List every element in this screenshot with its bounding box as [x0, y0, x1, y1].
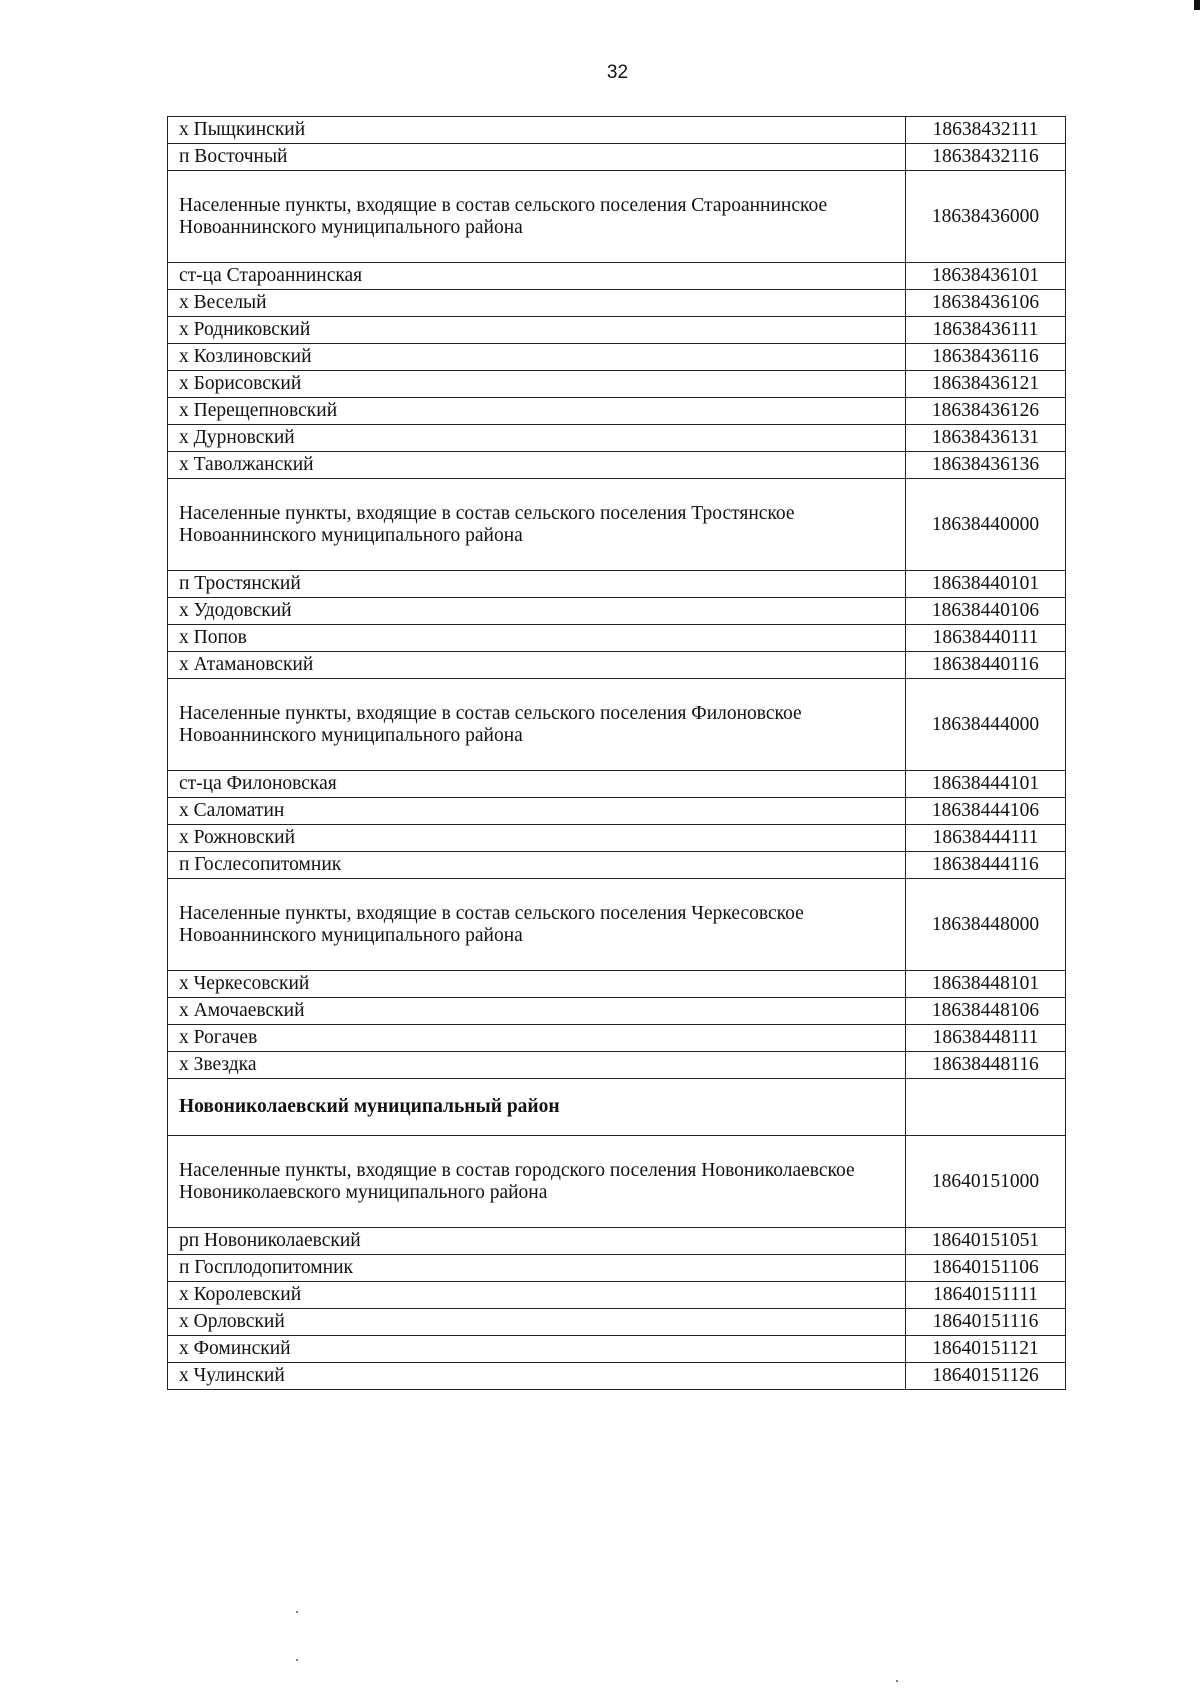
settlement-name-cell: х Рогачев: [168, 1025, 906, 1052]
settlements-table: [167, 116, 1066, 1390]
table-row: [168, 398, 1066, 425]
okato-code-cell: 18638444101: [906, 771, 1066, 798]
table-row: [168, 290, 1066, 317]
settlement-name-cell: х Саломатин: [168, 798, 906, 825]
settlement-name-cell: х Черкесовский: [168, 971, 906, 998]
settlement-name-cell: х Козлиновский: [168, 344, 906, 371]
okato-code-cell: 18638440101: [906, 571, 1066, 598]
group-title-cell: Населенные пункты, входящие в состав сельского поселения Филоновское Новоаннинского муниципального района: [168, 679, 906, 771]
settlement-name-cell: п Госплодопитомник: [168, 1255, 906, 1282]
table-row: [168, 598, 1066, 625]
table-body: [168, 117, 1066, 1390]
okato-code-cell: 18638444116: [906, 852, 1066, 879]
okato-code-cell: 18638448101: [906, 971, 1066, 998]
table-row: [168, 771, 1066, 798]
table-row: [168, 1363, 1066, 1390]
table-row: [168, 263, 1066, 290]
table-row: [168, 425, 1066, 452]
settlement-name-cell: рп Новониколаевский: [168, 1228, 906, 1255]
group-header-row: [168, 1136, 1066, 1228]
settlement-name-cell: х Попов: [168, 625, 906, 652]
group-header-row: [168, 679, 1066, 771]
okato-code-cell: 18640151121: [906, 1336, 1066, 1363]
table-row: [168, 1309, 1066, 1336]
table-row: [168, 652, 1066, 679]
page-number: 32: [606, 62, 629, 83]
okato-code-cell: 18638436131: [906, 425, 1066, 452]
settlement-name-cell: х Таволжанский: [168, 452, 906, 479]
okato-code-cell: 18638436136: [906, 452, 1066, 479]
okato-code-cell: 18640151106: [906, 1255, 1066, 1282]
settlement-name-cell: п Тростянский: [168, 571, 906, 598]
okato-code-cell: 18638440116: [906, 652, 1066, 679]
settlement-name-cell: х Пыщкинский: [168, 117, 906, 144]
settlement-name-cell: х Удодовский: [168, 598, 906, 625]
settlement-name-cell: х Веселый: [168, 290, 906, 317]
table-row: [168, 971, 1066, 998]
district-title-cell: Новониколаевский муниципальный район: [168, 1079, 906, 1136]
settlement-name-cell: х Родниковский: [168, 317, 906, 344]
okato-code-cell: 18640151126: [906, 1363, 1066, 1390]
okato-code-cell: 18638440111: [906, 625, 1066, 652]
table-row: [168, 117, 1066, 144]
okato-code-cell: 18638448111: [906, 1025, 1066, 1052]
scan-speck: [296, 1611, 298, 1613]
table-row: [168, 625, 1066, 652]
group-title-cell: Населенные пункты, входящие в состав сельского поселения Черкесовское Новоаннинского муниципального района: [168, 879, 906, 971]
group-title-cell: Населенные пункты, входящие в состав сельского поселения Староаннинское Новоаннинского муниципального района: [168, 171, 906, 263]
table-row: [168, 1052, 1066, 1079]
table-row: [168, 1255, 1066, 1282]
group-title-cell: Населенные пункты, входящие в состав городского поселения Новониколаевское Новониколаевского муниципального района: [168, 1136, 906, 1228]
settlement-name-cell: п Восточный: [168, 144, 906, 171]
table-row: [168, 571, 1066, 598]
settlement-name-cell: х Королевский: [168, 1282, 906, 1309]
scan-speck: [896, 1680, 898, 1682]
okato-code-cell: 18640151000: [906, 1136, 1066, 1228]
group-header-row: [168, 171, 1066, 263]
table-row: [168, 371, 1066, 398]
table-row: [168, 1228, 1066, 1255]
table-row: [168, 798, 1066, 825]
settlement-name-cell: х Атамановский: [168, 652, 906, 679]
settlement-name-cell: х Рожновский: [168, 825, 906, 852]
settlement-name-cell: ст-ца Филоновская: [168, 771, 906, 798]
okato-code-cell: 18638444000: [906, 679, 1066, 771]
group-header-row: [168, 879, 1066, 971]
okato-code-cell: 18638444111: [906, 825, 1066, 852]
district-header-row: [168, 1079, 1066, 1136]
okato-code-cell: [906, 1079, 1066, 1136]
settlement-name-cell: х Чулинский: [168, 1363, 906, 1390]
scan-edge-mark: [1194, 0, 1200, 10]
okato-code-cell: 18638448116: [906, 1052, 1066, 1079]
table-row: [168, 1282, 1066, 1309]
okato-code-cell: 18638436106: [906, 290, 1066, 317]
settlement-name-cell: х Борисовский: [168, 371, 906, 398]
okato-code-cell: 18638436126: [906, 398, 1066, 425]
okato-code-cell: 18638440106: [906, 598, 1066, 625]
settlement-name-cell: х Перещепновский: [168, 398, 906, 425]
okato-code-cell: 18638432111: [906, 117, 1066, 144]
settlement-name-cell: х Орловский: [168, 1309, 906, 1336]
group-header-row: [168, 479, 1066, 571]
table-row: [168, 1025, 1066, 1052]
okato-code-cell: 18638436000: [906, 171, 1066, 263]
settlement-name-cell: п Гослесопитомник: [168, 852, 906, 879]
okato-code-cell: 18638436101: [906, 263, 1066, 290]
okato-code-cell: 18640151111: [906, 1282, 1066, 1309]
scan-speck: [296, 1659, 298, 1661]
okato-code-cell: 18638436116: [906, 344, 1066, 371]
okato-code-cell: 18638448000: [906, 879, 1066, 971]
okato-code-cell: 18640151051: [906, 1228, 1066, 1255]
settlement-name-cell: х Звездка: [168, 1052, 906, 1079]
okato-code-cell: 18638444106: [906, 798, 1066, 825]
table-row: [168, 452, 1066, 479]
table-row: [168, 144, 1066, 171]
table-row: [168, 317, 1066, 344]
table-row: [168, 344, 1066, 371]
group-title-cell: Населенные пункты, входящие в состав сельского поселения Тростянское Новоаннинского муниципального района: [168, 479, 906, 571]
settlement-name-cell: х Фоминский: [168, 1336, 906, 1363]
okato-code-cell: 18638448106: [906, 998, 1066, 1025]
okato-code-cell: 18638432116: [906, 144, 1066, 171]
okato-code-cell: 18638436121: [906, 371, 1066, 398]
table-row: [168, 852, 1066, 879]
settlement-name-cell: х Дурновский: [168, 425, 906, 452]
table-row: [168, 825, 1066, 852]
okato-code-cell: 18640151116: [906, 1309, 1066, 1336]
settlement-name-cell: ст-ца Староаннинская: [168, 263, 906, 290]
okato-code-cell: 18638436111: [906, 317, 1066, 344]
table-row: [168, 998, 1066, 1025]
settlement-name-cell: х Амочаевский: [168, 998, 906, 1025]
okato-code-cell: 18638440000: [906, 479, 1066, 571]
table-row: [168, 1336, 1066, 1363]
